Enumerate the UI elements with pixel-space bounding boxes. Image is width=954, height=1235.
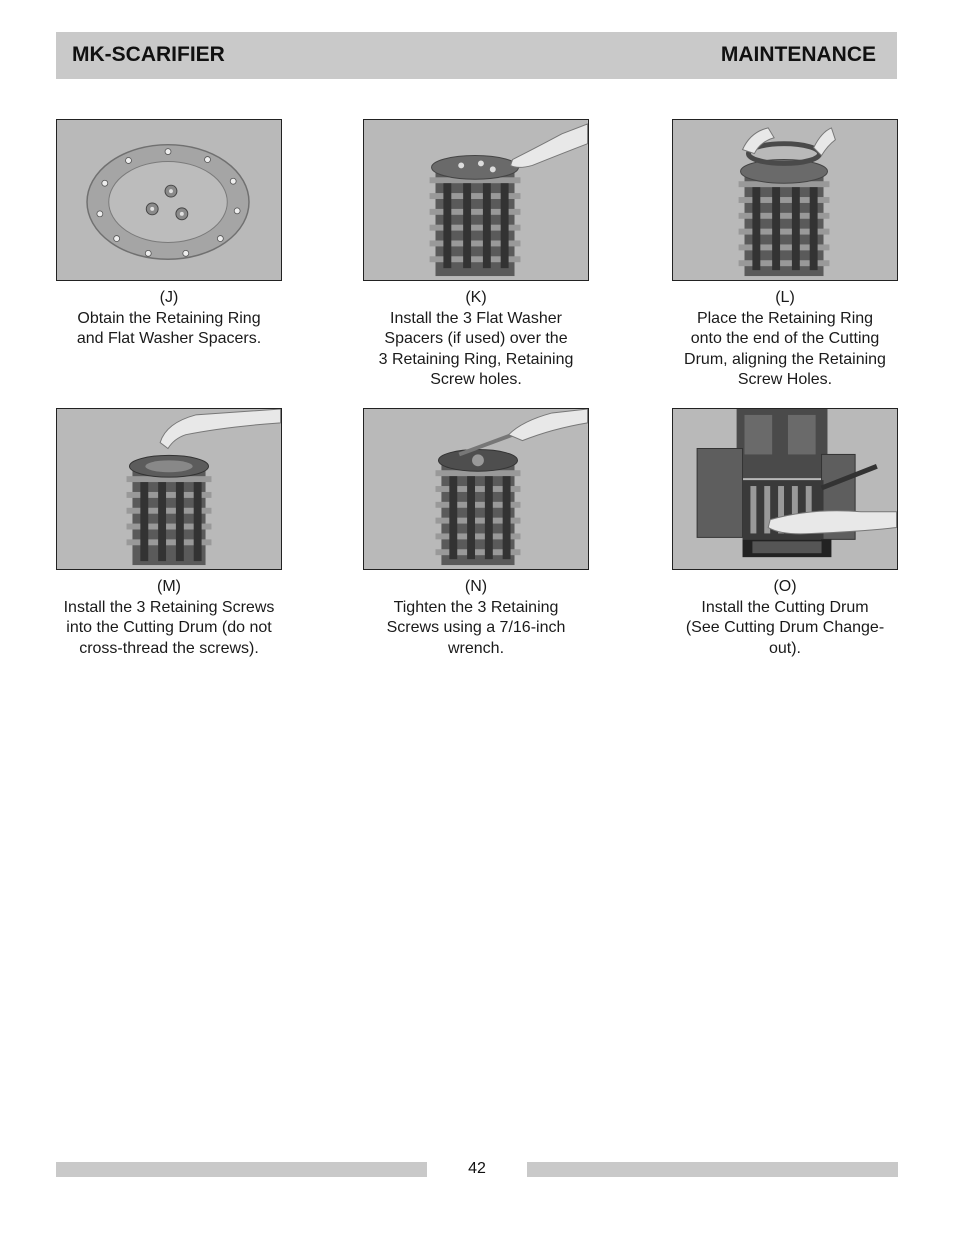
step-label: (M): [157, 578, 181, 595]
step-text-line: Drum, aligning the Retaining: [684, 350, 886, 368]
step-caption: [665, 577, 905, 659]
page-header: [56, 32, 897, 79]
step-caption: [665, 288, 905, 391]
step-caption: [49, 577, 289, 659]
photo-install-retaining-screws: [56, 408, 282, 570]
step-text-line: onto the end of the Cutting: [690, 330, 880, 347]
photo-flat-washer-spacers: [363, 119, 589, 281]
step-text-line: and Flat Washer Spacers.: [76, 330, 262, 347]
step-l: [672, 119, 898, 391]
step-text-line: Place the Retaining Ring: [696, 309, 874, 327]
photo-tighten-screws: [363, 408, 589, 570]
step-text-line: Spacers (if used) over the: [384, 330, 568, 347]
manual-title: MK-SCARIFIER: [72, 43, 225, 66]
photo-install-cutting-drum: [672, 408, 898, 570]
step-label: (O): [773, 578, 797, 595]
step-label: (L): [775, 289, 795, 306]
step-text-line: Install the 3 Flat Washer: [390, 309, 562, 327]
photo-place-retaining-ring: [672, 119, 898, 281]
step-text-line: Tighten the 3 Retaining: [393, 598, 559, 616]
step-m: [56, 408, 282, 659]
step-label: (K): [465, 289, 487, 306]
step-caption: [356, 288, 596, 391]
step-text-line: Obtain the Retaining Ring: [77, 309, 261, 327]
step-text-line: cross-thread the screws).: [79, 639, 259, 657]
step-j: [56, 119, 282, 350]
step-text-line: into the Cutting Drum (do not: [66, 619, 272, 636]
step-text-line: Screw holes.: [430, 371, 522, 388]
step-text-line: Screw Holes.: [737, 371, 833, 388]
step-text-line: Screws using a 7/16-inch: [386, 619, 566, 636]
step-text-line: Install the Cutting Drum: [701, 598, 869, 616]
step-text-line: (See Cutting Drum Change-: [685, 619, 885, 636]
page-number: 42: [468, 1160, 486, 1177]
step-label: (J): [159, 289, 179, 306]
footer-bar-left: [56, 1162, 427, 1177]
step-caption: [356, 577, 596, 659]
step-label: (N): [464, 578, 488, 595]
step-caption: [49, 288, 289, 350]
step-o: [672, 408, 898, 659]
step-text-line: Install the 3 Retaining Screws: [63, 598, 275, 616]
step-text-line: 3 Retaining Ring, Retaining: [378, 350, 574, 368]
section-title: MAINTENANCE: [720, 43, 876, 66]
step-k: [363, 119, 589, 391]
step-n: [363, 408, 589, 659]
photo-retaining-ring: [56, 119, 282, 281]
step-text-line: out).: [768, 639, 801, 657]
footer-bar-right: [527, 1162, 898, 1177]
step-text-line: wrench.: [447, 639, 505, 657]
